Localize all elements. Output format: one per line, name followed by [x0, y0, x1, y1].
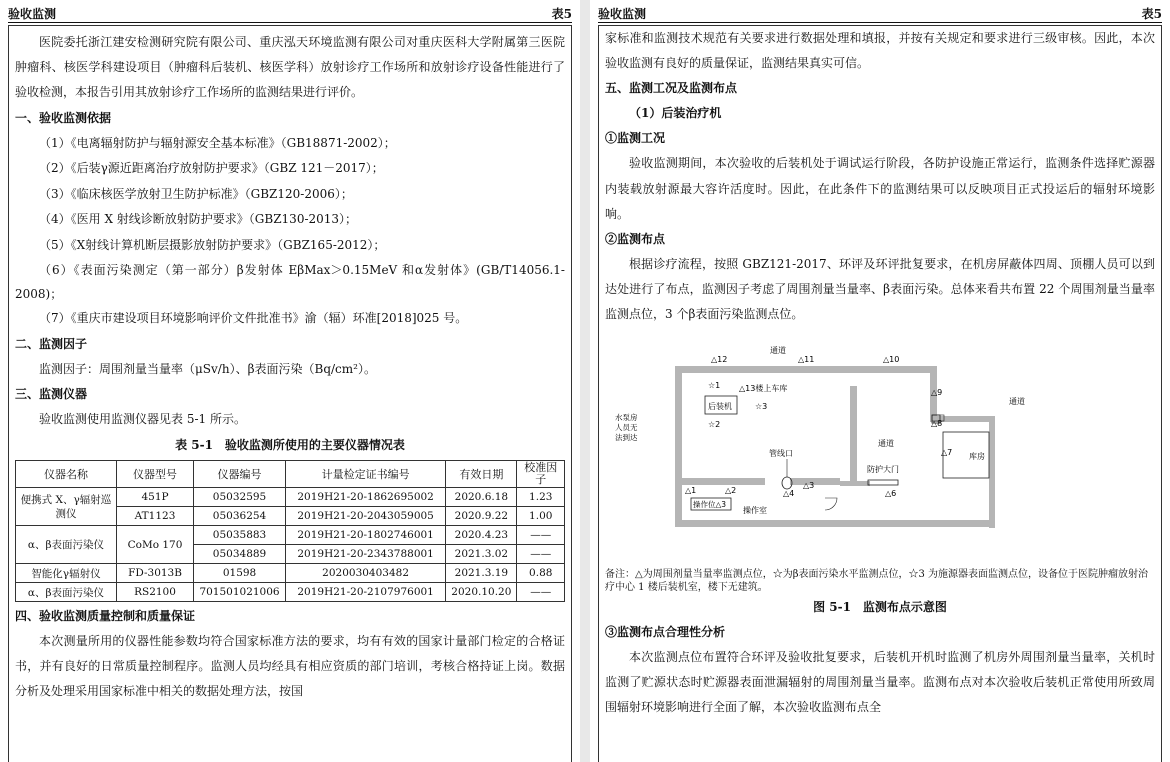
table-header-row — [16, 461, 565, 488]
basis-item: （2）《后装γ源近距离治疗放射防护要求》（GBZ 121－2017）； — [39, 161, 384, 176]
table-cell: 2020030403482 — [285, 564, 445, 583]
point-1: △1 — [685, 485, 697, 495]
rationality-text: 本次监测点位布置符合环评及验收批复要求，后装机开机时监测了机房外周围剂量当量率，关机时监测了贮源状态时贮源器表面泄漏辐射的周围剂量当量率。监测布点对本次验收后装机正常使用所致周围辐射环境影响进行全面了解，本次验收监测布点全 — [605, 649, 1155, 715]
door-label: 防护大门 — [867, 464, 899, 474]
storage-label: 库房 — [969, 451, 985, 461]
table-cell: 05036254 — [194, 507, 286, 526]
section-heading-basis: 一、验收监测依据 — [15, 110, 112, 125]
instrument-table — [15, 460, 565, 602]
table-header-cell: 校准因子 — [517, 461, 565, 488]
control-room-label: 操作室 — [743, 505, 767, 515]
layout-text: 根据诊疗流程，按照 GBZ121-2017、环评及环评批复要求，在机房屏蔽体四周、顶棚人员可以到达处进行了布点，监测因子考虑了周围剂量当量率、β表面污染。总体来看共布置 22 个周围剂量当量率监测点位，3 个β表面污染监测点位。 — [605, 257, 1155, 322]
table-cell-name: 智能化γ辐射仪 — [16, 564, 117, 583]
console-label: 操作位△3 — [693, 499, 727, 509]
table-cell: CoMo 170 — [116, 526, 193, 564]
pump-room-label: 人员无 — [615, 422, 638, 432]
point-10: △10 — [883, 354, 900, 364]
basis-item: （1）《电离辐射防护与辐射源安全基本标准》（GB18871-2002）； — [39, 135, 396, 150]
table-cell: 1.23 — [517, 488, 565, 507]
table-caption: 表 5-1 验收监测所使用的主要仪器情况表 — [175, 438, 405, 453]
table-cell: 2019H21-20-2107976001 — [285, 583, 445, 602]
header-table-number: 表5 — [1141, 7, 1162, 21]
monitoring-points — [685, 355, 952, 498]
table-cell: —— — [517, 583, 565, 602]
left-page — [0, 0, 580, 762]
section-heading-quality: 四、验收监测质量控制和质量保证 — [15, 609, 196, 624]
table-cell: 451P — [116, 488, 193, 507]
point-9: △9 — [931, 387, 943, 397]
table-cell: 01598 — [194, 564, 286, 583]
right-page — [590, 0, 1170, 762]
point-11: △11 — [798, 354, 815, 364]
table-row — [16, 488, 565, 507]
figure-caption: 图 5-1 监测布点示意图 — [813, 599, 947, 614]
table-cell: 2020.4.23 — [446, 526, 517, 545]
table-cell: 05032595 — [194, 488, 286, 507]
header-title: 验收监测 — [598, 7, 647, 21]
table-row — [16, 564, 565, 583]
factors-text: 监测因子：周围剂量当量率（μSv/h）、β表面污染（Bq/cm²）。 — [39, 361, 376, 376]
point-6: △6 — [885, 488, 897, 498]
header-table-number: 表5 — [551, 7, 572, 21]
pipe-hole-label: 管线口 — [769, 448, 793, 458]
basis-item: （5）《X射线计算机断层摄影放射防护要求》（GBZ165-2012）； — [39, 237, 386, 252]
condition-heading: ①监测工况 — [605, 131, 666, 146]
control-room-door — [825, 498, 837, 510]
right-page-header — [598, 6, 1162, 23]
header-title: 验收监测 — [8, 7, 57, 21]
table-cell: 2019H21-20-2043059005 — [285, 507, 445, 526]
intro-paragraph: 医院委托浙江建安检测研究院有限公司、重庆泓天环境监测有限公司对重庆医科大学附属第三医院肿瘤科、核医学科建设项目（肿瘤科后装机、核医学科）放射诊疗工作场所和放射诊疗设备性能进行了验收检测，本报告引用其放射诊疗工作场所的监测结果进行评价。 — [15, 35, 565, 100]
table-header-cell: 仪器名称 — [16, 461, 117, 488]
table-header-cell: 计量检定证书编号 — [285, 461, 445, 488]
device-label: 后装机 — [708, 401, 732, 411]
table-cell-name: 便携式 X、γ辐射巡测仪 — [16, 488, 117, 526]
quality-text: 本次测量所用的仪器性能参数均符合国家标准方法的要求，均有有效的国家计量部门检定的合格证书，并有良好的日常质量控制程序。监测人员均经具有相应资质的部门培训，考核合格持证上岗。数据分析及处理采用国家标准中相关的数据处理方法，按国 — [15, 634, 565, 699]
corridor-top-label: 通道 — [770, 345, 786, 355]
table-cell: 05035883 — [194, 526, 286, 545]
section-heading-factors: 二、监测因子 — [15, 336, 88, 351]
table-row — [16, 583, 565, 602]
section-heading-conditions: 五、监测工况及监测布点 — [605, 81, 738, 96]
point-4: △4 — [783, 488, 795, 498]
beta-point-2: ☆2 — [708, 419, 721, 429]
point-3: △3 — [803, 480, 815, 490]
point-7: △7 — [941, 447, 953, 457]
rationality-heading: ③监测布点合理性分析 — [605, 624, 726, 639]
table-cell: 2019H21-20-1862695002 — [285, 488, 445, 507]
condition-text: 验收监测期间，本次验收的后装机处于调试运行阶段，各防护设施正常运行，监测条件选择贮源器内装载放射源最大容许活度时。因此，在此条件下的监测结果可以反映项目正式投运后的辐射环境影响。 — [605, 156, 1155, 221]
section-heading-instruments: 三、监测仪器 — [15, 386, 88, 401]
beta-point-1: ☆1 — [708, 380, 721, 390]
table-header-cell: 仪器编号 — [194, 461, 286, 488]
left-page-header — [8, 6, 572, 23]
basis-item: （3）《临床核医学放射卫生防护标准》（GBZ120-2006）； — [39, 186, 353, 201]
table-cell: 2021.3.02 — [446, 545, 517, 564]
shield-door — [868, 480, 898, 485]
table-cell-name: α、β表面污染仪 — [16, 526, 117, 564]
instruments-text: 验收监测使用监测仪器见表 5-1 所示。 — [39, 411, 246, 426]
corridor-right-label: 通道 — [1009, 396, 1025, 406]
monitoring-layout-diagram — [605, 328, 1165, 566]
table-cell: 2020.10.20 — [446, 583, 517, 602]
table-cell: FD-3013B — [116, 564, 193, 583]
continuation-text: 家标准和监测技术规范有关要求进行数据处理和填报，并按有关规定和要求进行三级审核。因此，本次验收监测有良好的质量保证，监测结果真实可信。 — [605, 31, 1155, 71]
left-content-frame — [8, 25, 572, 762]
right-content-frame — [598, 25, 1162, 762]
roof-point-label: △13楼上车库 — [739, 383, 788, 393]
basis-item: （6）《表面污染测定（第一部分）β发射体 EβMax＞0.15MeV 和α发射体》(GB/T14056.1-2008)； — [15, 263, 565, 302]
table-cell: 2019H21-20-1802746001 — [285, 526, 445, 545]
corridor-mid-label: 通道 — [878, 438, 894, 448]
point-8: △8 — [931, 418, 943, 428]
table-cell: 1.00 — [517, 507, 565, 526]
table-header-cell: 有效日期 — [446, 461, 517, 488]
subsection-heading: （1）后装治疗机 — [629, 106, 722, 121]
table-cell-name: α、β表面污染仪 — [16, 583, 117, 602]
pump-room-label: 水泵房 — [615, 412, 638, 422]
figure-note: 备注：△为周围剂量当量率监测点位，☆为β表面污染水平监测点位，☆3 为施源器表面监测点位，设备位于医院肿瘤放射治疗中心 1 楼后装机室，楼下无建筑。 — [605, 568, 1149, 593]
table-cell: —— — [517, 526, 565, 545]
table-cell: 0.88 — [517, 564, 565, 583]
table-cell: 05034889 — [194, 545, 286, 564]
layout-heading: ②监测布点 — [605, 232, 666, 247]
table-cell: 701501021006 — [194, 583, 286, 602]
table-cell: 2019H21-20-2343788001 — [285, 545, 445, 564]
table-cell: AT1123 — [116, 507, 193, 526]
point-2: △2 — [725, 485, 737, 495]
table-cell: —— — [517, 545, 565, 564]
beta-point-3: ☆3 — [755, 401, 768, 411]
table-row — [16, 526, 565, 545]
point-12: △12 — [711, 354, 728, 364]
table-cell: 2020.9.22 — [446, 507, 517, 526]
basis-item: （7）《重庆市建设项目环境影响评价文件批准书》渝（辐）环准[2018]025 号。 — [39, 311, 468, 326]
table-header-cell: 仪器型号 — [116, 461, 193, 488]
basis-item: （4）《医用 X 射线诊断放射防护要求》（GBZ130-2013）； — [39, 212, 358, 227]
table-cell: RS2100 — [116, 583, 193, 602]
pump-room-label: 法到达 — [615, 432, 638, 442]
table-cell: 2021.3.19 — [446, 564, 517, 583]
table-cell: 2020.6.18 — [446, 488, 517, 507]
